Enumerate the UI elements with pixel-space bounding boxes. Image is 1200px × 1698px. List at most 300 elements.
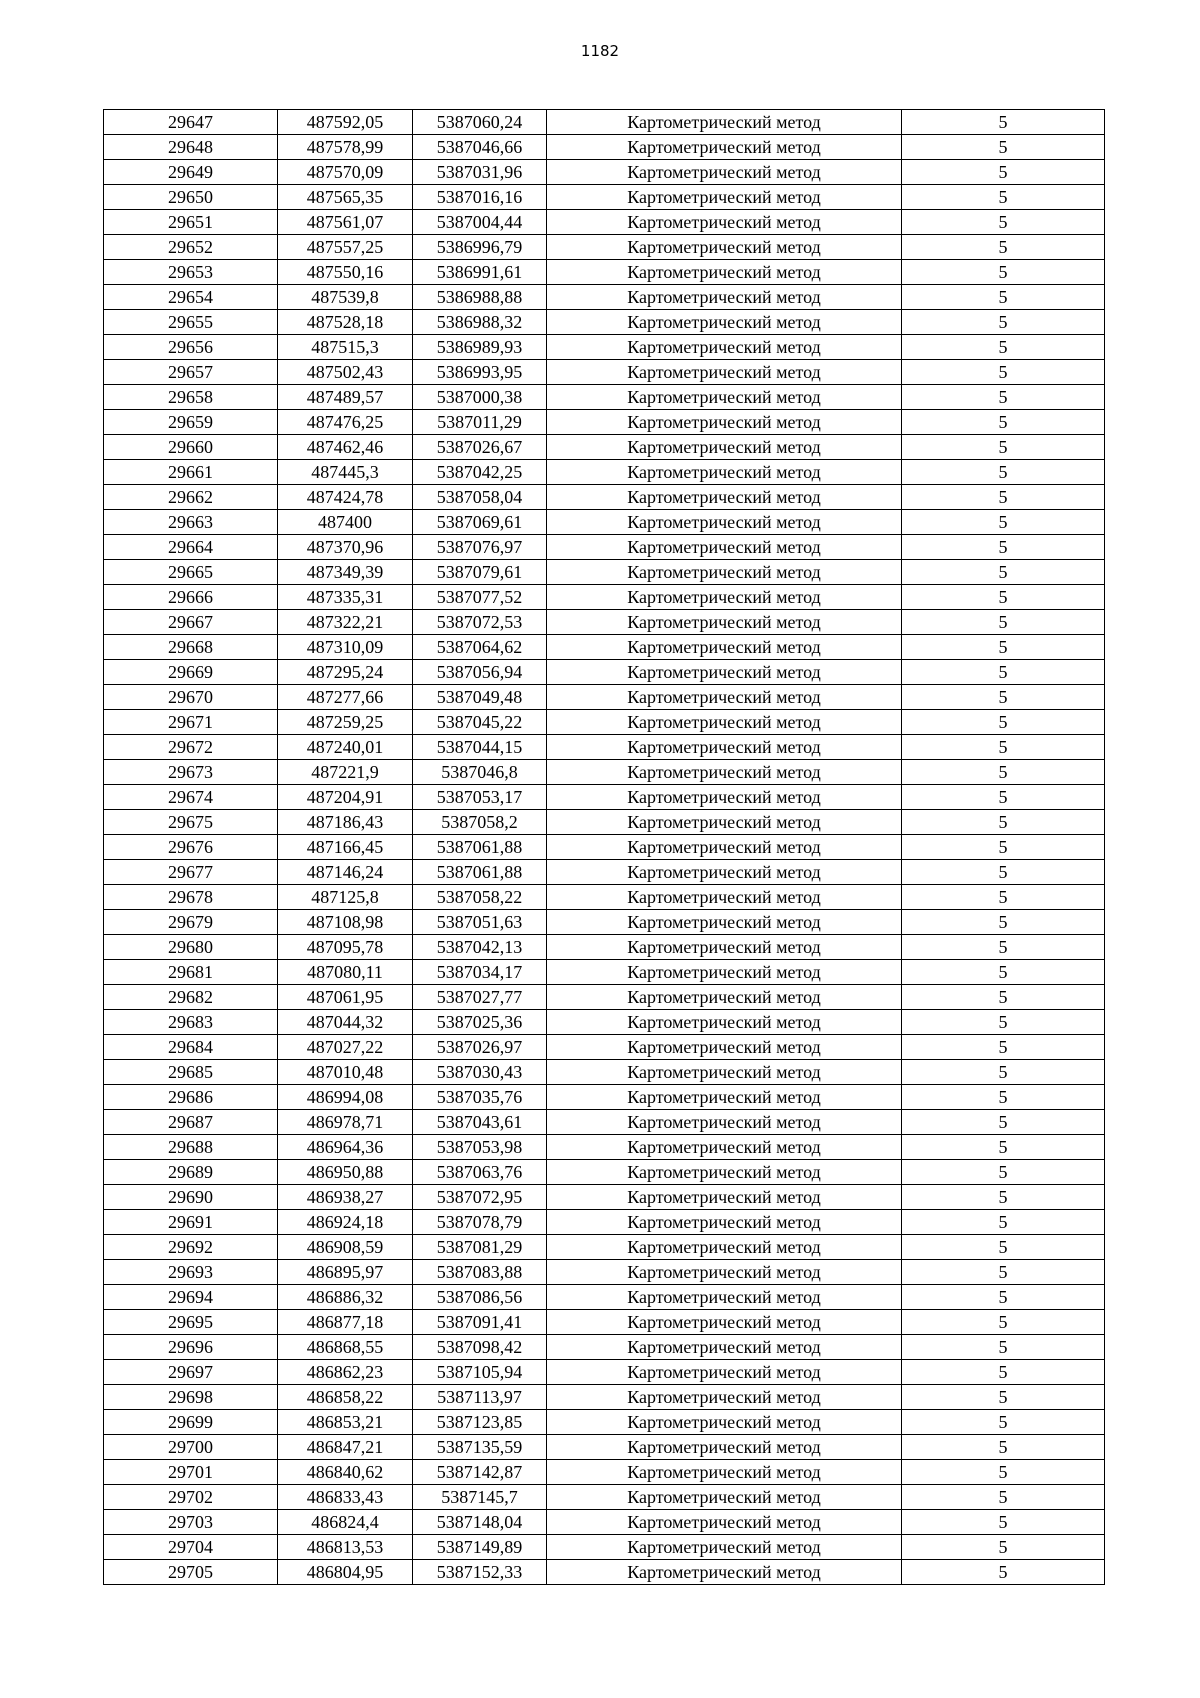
accuracy-cell: 5 [902, 610, 1105, 635]
accuracy-cell: 5 [902, 985, 1105, 1010]
method-cell: Картометрический метод [547, 610, 902, 635]
y-coordinate-cell: 5387081,29 [413, 1235, 547, 1260]
method-cell: Картометрический метод [547, 810, 902, 835]
method-cell: Картометрический метод [547, 710, 902, 735]
coordinates-table [103, 109, 1105, 1585]
method-cell: Картометрический метод [547, 1160, 902, 1185]
table-row [104, 760, 1105, 785]
accuracy-cell: 5 [902, 760, 1105, 785]
point-number-cell: 29687 [104, 1110, 278, 1135]
point-number-cell: 29652 [104, 235, 278, 260]
accuracy-cell: 5 [902, 535, 1105, 560]
method-cell: Картометрический метод [547, 785, 902, 810]
accuracy-cell: 5 [902, 1485, 1105, 1510]
accuracy-cell: 5 [902, 185, 1105, 210]
point-number-cell: 29665 [104, 560, 278, 585]
point-number-cell: 29654 [104, 285, 278, 310]
table-row [104, 235, 1105, 260]
x-coordinate-cell: 487400 [278, 510, 413, 535]
method-cell: Картометрический метод [547, 1260, 902, 1285]
y-coordinate-cell: 5386989,93 [413, 335, 547, 360]
method-cell: Картометрический метод [547, 910, 902, 935]
accuracy-cell: 5 [902, 1460, 1105, 1485]
method-cell: Картометрический метод [547, 735, 902, 760]
table-row [104, 635, 1105, 660]
x-coordinate-cell: 487322,21 [278, 610, 413, 635]
point-number-cell: 29685 [104, 1060, 278, 1085]
y-coordinate-cell: 5387025,36 [413, 1010, 547, 1035]
y-coordinate-cell: 5387098,42 [413, 1335, 547, 1360]
y-coordinate-cell: 5387034,17 [413, 960, 547, 985]
y-coordinate-cell: 5387043,61 [413, 1110, 547, 1135]
table-row [104, 585, 1105, 610]
accuracy-cell: 5 [902, 1285, 1105, 1310]
method-cell: Картометрический метод [547, 1460, 902, 1485]
method-cell: Картометрический метод [547, 510, 902, 535]
table-row [104, 260, 1105, 285]
y-coordinate-cell: 5386993,95 [413, 360, 547, 385]
y-coordinate-cell: 5387060,24 [413, 110, 547, 135]
method-cell: Картометрический метод [547, 1210, 902, 1235]
accuracy-cell: 5 [902, 1535, 1105, 1560]
x-coordinate-cell: 486833,43 [278, 1485, 413, 1510]
y-coordinate-cell: 5386991,61 [413, 260, 547, 285]
point-number-cell: 29657 [104, 360, 278, 385]
method-cell: Картометрический метод [547, 1035, 902, 1060]
table-row [104, 310, 1105, 335]
y-coordinate-cell: 5387152,33 [413, 1560, 547, 1585]
table-row [104, 610, 1105, 635]
point-number-cell: 29668 [104, 635, 278, 660]
x-coordinate-cell: 486868,55 [278, 1335, 413, 1360]
table-row [104, 285, 1105, 310]
y-coordinate-cell: 5387004,44 [413, 210, 547, 235]
table-row [104, 1210, 1105, 1235]
x-coordinate-cell: 486994,08 [278, 1085, 413, 1110]
table-row [104, 785, 1105, 810]
table-row [104, 335, 1105, 360]
table-row [104, 435, 1105, 460]
x-coordinate-cell: 486840,62 [278, 1460, 413, 1485]
point-number-cell: 29698 [104, 1385, 278, 1410]
method-cell: Картометрический метод [547, 1060, 902, 1085]
method-cell: Картометрический метод [547, 685, 902, 710]
accuracy-cell: 5 [902, 1160, 1105, 1185]
y-coordinate-cell: 5387051,63 [413, 910, 547, 935]
x-coordinate-cell: 487095,78 [278, 935, 413, 960]
method-cell: Картометрический метод [547, 1010, 902, 1035]
x-coordinate-cell: 487578,99 [278, 135, 413, 160]
y-coordinate-cell: 5387046,66 [413, 135, 547, 160]
point-number-cell: 29704 [104, 1535, 278, 1560]
x-coordinate-cell: 486862,23 [278, 1360, 413, 1385]
accuracy-cell: 5 [902, 260, 1105, 285]
method-cell: Картометрический метод [547, 860, 902, 885]
table-row [104, 1410, 1105, 1435]
x-coordinate-cell: 486908,59 [278, 1235, 413, 1260]
point-number-cell: 29647 [104, 110, 278, 135]
accuracy-cell: 5 [902, 1135, 1105, 1160]
x-coordinate-cell: 486804,95 [278, 1560, 413, 1585]
accuracy-cell: 5 [902, 1110, 1105, 1135]
x-coordinate-cell: 487476,25 [278, 410, 413, 435]
table-row [104, 1185, 1105, 1210]
x-coordinate-cell: 487565,35 [278, 185, 413, 210]
x-coordinate-cell: 487125,8 [278, 885, 413, 910]
y-coordinate-cell: 5387123,85 [413, 1410, 547, 1435]
point-number-cell: 29696 [104, 1335, 278, 1360]
point-number-cell: 29666 [104, 585, 278, 610]
x-coordinate-cell: 486924,18 [278, 1210, 413, 1235]
table-row [104, 185, 1105, 210]
table-row [104, 510, 1105, 535]
table-row [104, 960, 1105, 985]
table-row [104, 135, 1105, 160]
table-row [104, 210, 1105, 235]
point-number-cell: 29651 [104, 210, 278, 235]
y-coordinate-cell: 5387064,62 [413, 635, 547, 660]
x-coordinate-cell: 487370,96 [278, 535, 413, 560]
table-row [104, 1060, 1105, 1085]
method-cell: Картометрический метод [547, 1510, 902, 1535]
coordinates-table-body [104, 110, 1105, 1585]
method-cell: Картометрический метод [547, 535, 902, 560]
accuracy-cell: 5 [902, 910, 1105, 935]
x-coordinate-cell: 487561,07 [278, 210, 413, 235]
method-cell: Картометрический метод [547, 135, 902, 160]
y-coordinate-cell: 5387053,17 [413, 785, 547, 810]
y-coordinate-cell: 5387049,48 [413, 685, 547, 710]
point-number-cell: 29680 [104, 935, 278, 960]
x-coordinate-cell: 487539,8 [278, 285, 413, 310]
table-row [104, 735, 1105, 760]
accuracy-cell: 5 [902, 1510, 1105, 1535]
method-cell: Картометрический метод [547, 1085, 902, 1110]
method-cell: Картометрический метод [547, 310, 902, 335]
method-cell: Картометрический метод [547, 1110, 902, 1135]
table-row [104, 1310, 1105, 1335]
y-coordinate-cell: 5387072,53 [413, 610, 547, 635]
point-number-cell: 29702 [104, 1485, 278, 1510]
y-coordinate-cell: 5387091,41 [413, 1310, 547, 1335]
y-coordinate-cell: 5387011,29 [413, 410, 547, 435]
point-number-cell: 29663 [104, 510, 278, 535]
table-row [104, 1235, 1105, 1260]
x-coordinate-cell: 487349,39 [278, 560, 413, 585]
x-coordinate-cell: 487080,11 [278, 960, 413, 985]
point-number-cell: 29692 [104, 1235, 278, 1260]
y-coordinate-cell: 5387145,7 [413, 1485, 547, 1510]
page-number: 1182 [580, 42, 620, 60]
accuracy-cell: 5 [902, 1335, 1105, 1360]
accuracy-cell: 5 [902, 660, 1105, 685]
method-cell: Картометрический метод [547, 960, 902, 985]
point-number-cell: 29699 [104, 1410, 278, 1435]
x-coordinate-cell: 487186,43 [278, 810, 413, 835]
table-row [104, 1110, 1105, 1135]
accuracy-cell: 5 [902, 285, 1105, 310]
method-cell: Картометрический метод [547, 485, 902, 510]
x-coordinate-cell: 486938,27 [278, 1185, 413, 1210]
y-coordinate-cell: 5387058,2 [413, 810, 547, 835]
accuracy-cell: 5 [902, 960, 1105, 985]
y-coordinate-cell: 5387076,97 [413, 535, 547, 560]
x-coordinate-cell: 487221,9 [278, 760, 413, 785]
method-cell: Картометрический метод [547, 1235, 902, 1260]
y-coordinate-cell: 5387044,15 [413, 735, 547, 760]
table-row [104, 710, 1105, 735]
table-row [104, 810, 1105, 835]
accuracy-cell: 5 [902, 885, 1105, 910]
x-coordinate-cell: 486858,22 [278, 1385, 413, 1410]
y-coordinate-cell: 5387000,38 [413, 385, 547, 410]
point-number-cell: 29694 [104, 1285, 278, 1310]
y-coordinate-cell: 5387053,98 [413, 1135, 547, 1160]
y-coordinate-cell: 5387026,67 [413, 435, 547, 460]
accuracy-cell: 5 [902, 1435, 1105, 1460]
x-coordinate-cell: 487528,18 [278, 310, 413, 335]
table-row [104, 1010, 1105, 1035]
x-coordinate-cell: 487310,09 [278, 635, 413, 660]
method-cell: Картометрический метод [547, 460, 902, 485]
y-coordinate-cell: 5387135,59 [413, 1435, 547, 1460]
table-row [104, 1035, 1105, 1060]
x-coordinate-cell: 486853,21 [278, 1410, 413, 1435]
table-row [104, 1535, 1105, 1560]
point-number-cell: 29677 [104, 860, 278, 885]
table-row [104, 835, 1105, 860]
point-number-cell: 29653 [104, 260, 278, 285]
method-cell: Картометрический метод [547, 1435, 902, 1460]
method-cell: Картометрический метод [547, 985, 902, 1010]
point-number-cell: 29703 [104, 1510, 278, 1535]
x-coordinate-cell: 486847,21 [278, 1435, 413, 1460]
method-cell: Картометрический метод [547, 1285, 902, 1310]
method-cell: Картометрический метод [547, 935, 902, 960]
y-coordinate-cell: 5387027,77 [413, 985, 547, 1010]
x-coordinate-cell: 487489,57 [278, 385, 413, 410]
y-coordinate-cell: 5387042,13 [413, 935, 547, 960]
accuracy-cell: 5 [902, 110, 1105, 135]
x-coordinate-cell: 486964,36 [278, 1135, 413, 1160]
x-coordinate-cell: 486950,88 [278, 1160, 413, 1185]
method-cell: Картометрический метод [547, 635, 902, 660]
y-coordinate-cell: 5387045,22 [413, 710, 547, 735]
point-number-cell: 29671 [104, 710, 278, 735]
y-coordinate-cell: 5386996,79 [413, 235, 547, 260]
table-row [104, 110, 1105, 135]
accuracy-cell: 5 [902, 1185, 1105, 1210]
x-coordinate-cell: 487204,91 [278, 785, 413, 810]
table-row [104, 560, 1105, 585]
table-row [104, 160, 1105, 185]
table-row [104, 935, 1105, 960]
x-coordinate-cell: 486895,97 [278, 1260, 413, 1285]
accuracy-cell: 5 [902, 635, 1105, 660]
table-row [104, 1160, 1105, 1185]
table-row [104, 1510, 1105, 1535]
accuracy-cell: 5 [902, 1060, 1105, 1085]
x-coordinate-cell: 487335,31 [278, 585, 413, 610]
accuracy-cell: 5 [902, 835, 1105, 860]
point-number-cell: 29691 [104, 1210, 278, 1235]
method-cell: Картометрический метод [547, 1135, 902, 1160]
method-cell: Картометрический метод [547, 160, 902, 185]
method-cell: Картометрический метод [547, 385, 902, 410]
x-coordinate-cell: 487295,24 [278, 660, 413, 685]
method-cell: Картометрический метод [547, 260, 902, 285]
table-row [104, 985, 1105, 1010]
y-coordinate-cell: 5387030,43 [413, 1060, 547, 1085]
y-coordinate-cell: 5387026,97 [413, 1035, 547, 1060]
accuracy-cell: 5 [902, 335, 1105, 360]
table-row [104, 1260, 1105, 1285]
accuracy-cell: 5 [902, 935, 1105, 960]
x-coordinate-cell: 486978,71 [278, 1110, 413, 1135]
accuracy-cell: 5 [902, 235, 1105, 260]
point-number-cell: 29695 [104, 1310, 278, 1335]
table-row [104, 1085, 1105, 1110]
table-row [104, 485, 1105, 510]
method-cell: Картометрический метод [547, 1335, 902, 1360]
table-row [104, 385, 1105, 410]
accuracy-cell: 5 [902, 585, 1105, 610]
table-row [104, 660, 1105, 685]
accuracy-cell: 5 [902, 410, 1105, 435]
y-coordinate-cell: 5387035,76 [413, 1085, 547, 1110]
accuracy-cell: 5 [902, 435, 1105, 460]
method-cell: Картометрический метод [547, 110, 902, 135]
point-number-cell: 29675 [104, 810, 278, 835]
y-coordinate-cell: 5386988,32 [413, 310, 547, 335]
point-number-cell: 29700 [104, 1435, 278, 1460]
accuracy-cell: 5 [902, 860, 1105, 885]
y-coordinate-cell: 5387056,94 [413, 660, 547, 685]
accuracy-cell: 5 [902, 385, 1105, 410]
y-coordinate-cell: 5387016,16 [413, 185, 547, 210]
accuracy-cell: 5 [902, 1235, 1105, 1260]
accuracy-cell: 5 [902, 810, 1105, 835]
point-number-cell: 29693 [104, 1260, 278, 1285]
y-coordinate-cell: 5387061,88 [413, 835, 547, 860]
method-cell: Картометрический метод [547, 1360, 902, 1385]
table-row [104, 1485, 1105, 1510]
method-cell: Картометрический метод [547, 1560, 902, 1585]
table-row [104, 1335, 1105, 1360]
accuracy-cell: 5 [902, 1010, 1105, 1035]
accuracy-cell: 5 [902, 1035, 1105, 1060]
point-number-cell: 29669 [104, 660, 278, 685]
accuracy-cell: 5 [902, 135, 1105, 160]
point-number-cell: 29664 [104, 535, 278, 560]
accuracy-cell: 5 [902, 710, 1105, 735]
point-number-cell: 29655 [104, 310, 278, 335]
accuracy-cell: 5 [902, 1260, 1105, 1285]
method-cell: Картометрический метод [547, 435, 902, 460]
x-coordinate-cell: 487108,98 [278, 910, 413, 935]
x-coordinate-cell: 487044,32 [278, 1010, 413, 1035]
x-coordinate-cell: 487592,05 [278, 110, 413, 135]
accuracy-cell: 5 [902, 1560, 1105, 1585]
table-row [104, 1360, 1105, 1385]
point-number-cell: 29681 [104, 960, 278, 985]
point-number-cell: 29674 [104, 785, 278, 810]
accuracy-cell: 5 [902, 685, 1105, 710]
point-number-cell: 29686 [104, 1085, 278, 1110]
x-coordinate-cell: 487557,25 [278, 235, 413, 260]
table-row [104, 1560, 1105, 1585]
x-coordinate-cell: 487166,45 [278, 835, 413, 860]
x-coordinate-cell: 487570,09 [278, 160, 413, 185]
table-row [104, 1460, 1105, 1485]
point-number-cell: 29689 [104, 1160, 278, 1185]
x-coordinate-cell: 487240,01 [278, 735, 413, 760]
method-cell: Картометрический метод [547, 760, 902, 785]
accuracy-cell: 5 [902, 160, 1105, 185]
accuracy-cell: 5 [902, 785, 1105, 810]
table-row [104, 910, 1105, 935]
accuracy-cell: 5 [902, 1310, 1105, 1335]
method-cell: Картометрический метод [547, 1185, 902, 1210]
point-number-cell: 29656 [104, 335, 278, 360]
y-coordinate-cell: 5387078,79 [413, 1210, 547, 1235]
method-cell: Картометрический метод [547, 585, 902, 610]
x-coordinate-cell: 486824,4 [278, 1510, 413, 1535]
method-cell: Картометрический метод [547, 1385, 902, 1410]
accuracy-cell: 5 [902, 1085, 1105, 1110]
accuracy-cell: 5 [902, 560, 1105, 585]
y-coordinate-cell: 5387069,61 [413, 510, 547, 535]
y-coordinate-cell: 5387086,56 [413, 1285, 547, 1310]
method-cell: Картометрический метод [547, 560, 902, 585]
accuracy-cell: 5 [902, 310, 1105, 335]
x-coordinate-cell: 487061,95 [278, 985, 413, 1010]
y-coordinate-cell: 5387113,97 [413, 1385, 547, 1410]
x-coordinate-cell: 487515,3 [278, 335, 413, 360]
y-coordinate-cell: 5387142,87 [413, 1460, 547, 1485]
x-coordinate-cell: 487010,48 [278, 1060, 413, 1085]
table-row [104, 685, 1105, 710]
point-number-cell: 29661 [104, 460, 278, 485]
table-row [104, 410, 1105, 435]
y-coordinate-cell: 5387031,96 [413, 160, 547, 185]
table-row [104, 1435, 1105, 1460]
table-row [104, 860, 1105, 885]
table-row [104, 1135, 1105, 1160]
accuracy-cell: 5 [902, 1385, 1105, 1410]
x-coordinate-cell: 487424,78 [278, 485, 413, 510]
y-coordinate-cell: 5387079,61 [413, 560, 547, 585]
accuracy-cell: 5 [902, 1410, 1105, 1435]
x-coordinate-cell: 487027,22 [278, 1035, 413, 1060]
point-number-cell: 29684 [104, 1035, 278, 1060]
method-cell: Картометрический метод [547, 1310, 902, 1335]
point-number-cell: 29705 [104, 1560, 278, 1585]
table-row [104, 460, 1105, 485]
x-coordinate-cell: 487445,3 [278, 460, 413, 485]
point-number-cell: 29676 [104, 835, 278, 860]
point-number-cell: 29649 [104, 160, 278, 185]
accuracy-cell: 5 [902, 735, 1105, 760]
table-row [104, 885, 1105, 910]
y-coordinate-cell: 5387061,88 [413, 860, 547, 885]
point-number-cell: 29673 [104, 760, 278, 785]
method-cell: Картометрический метод [547, 410, 902, 435]
x-coordinate-cell: 487502,43 [278, 360, 413, 385]
table-row [104, 535, 1105, 560]
accuracy-cell: 5 [902, 1210, 1105, 1235]
y-coordinate-cell: 5387149,89 [413, 1535, 547, 1560]
